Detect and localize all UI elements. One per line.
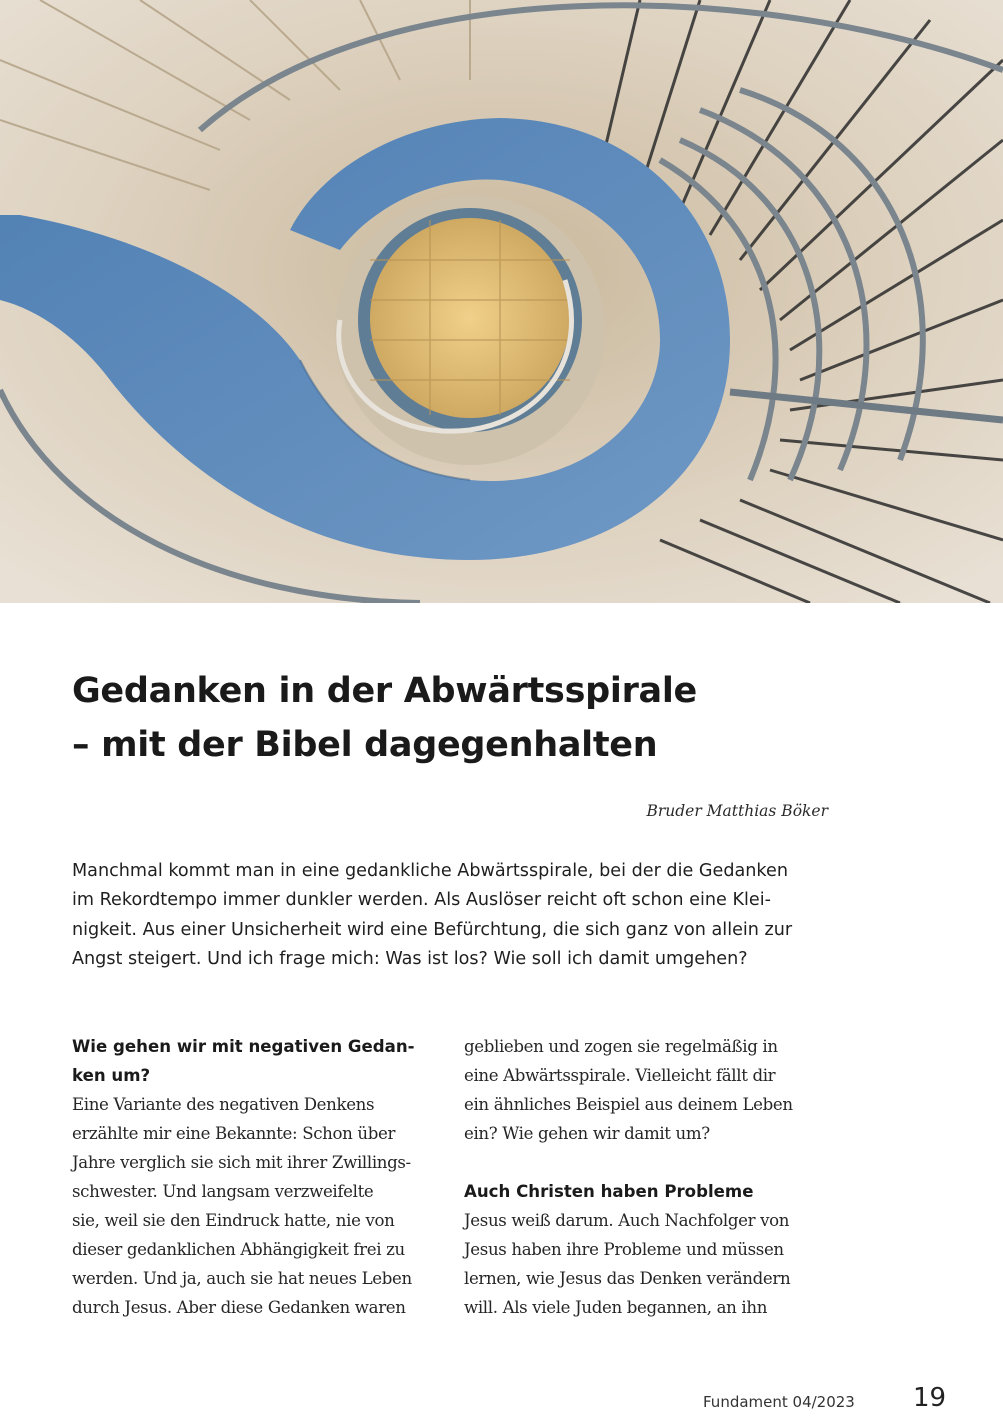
magazine-issue: Fundament 04/2023 [703,1393,855,1411]
body-line: will. Als viele Juden begannen, an ihn [464,1298,768,1317]
body-line: eine Abwärtsspirale. Vielleicht fällt dir [464,1066,776,1085]
title-line: – mit der Bibel dagegenhalten [72,725,658,765]
body-line: ein ähnliches Beispiel aus deinem Leben [464,1095,793,1114]
body-line: durch Jesus. Aber diese Gedanken waren [72,1298,406,1317]
body-line: ein? Wie gehen wir damit um? [464,1124,710,1143]
heading-line: Auch Christen haben Probleme [464,1182,754,1201]
heading-line: ken um? [72,1066,151,1085]
intro-line: Manchmal kommt man in eine gedankliche Abwärtsspirale, bei der die Gedanken [72,861,788,881]
body-line: geblieben und zogen sie regelmäßig in [464,1037,778,1056]
section-heading-christians-problems [464,1177,864,1206]
title-line: Gedanken in der Abwärtsspirale [72,671,697,711]
left-column [72,1032,472,1322]
right-column-body-2 [464,1206,864,1322]
intro-paragraph [72,857,832,974]
body-line: Jesus haben ihre Probleme und müssen [464,1240,784,1259]
body-line: schwester. Und langsam verzweifelte [72,1182,374,1201]
body-line: Eine Variante des negativen Denkens [72,1095,375,1114]
author-byline: Bruder Matthias Böker [646,802,828,820]
heading-line: Wie gehen wir mit negativen Gedan- [72,1037,415,1056]
article-title [72,664,932,772]
intro-line: Angst steigert. Und ich frage mich: Was ist los? Wie soll ich damit umgehen? [72,948,748,969]
body-line: werden. Und ja, auch sie hat neues Leben [72,1269,412,1288]
intro-line: im Rekordtempo immer dunkler werden. Als Auslöser reicht oft schon eine Klei- [72,890,771,911]
body-line: Jesus weiß darum. Auch Nachfolger von [464,1211,790,1230]
body-line: lernen, wie Jesus das Denken verändern [464,1269,791,1288]
body-line: sie, weil sie den Eindruck hatte, nie von [72,1211,395,1230]
right-column-body-1 [464,1032,864,1148]
right-column [464,1032,864,1322]
spiral-staircase-photo [0,0,1003,603]
body-line: erzählte mir eine Bekannte: Schon über [72,1124,396,1143]
staircase-illustration [0,0,1003,603]
page-number: 19 [913,1383,947,1413]
body-line: dieser gedanklichen Abhängigkeit frei zu [72,1240,405,1259]
intro-line: nigkeit. Aus einer Unsicherheit wird eine Befürchtung, die sich ganz von allein zur [72,919,793,940]
ground-floor [370,218,570,418]
left-column-body [72,1090,472,1322]
body-line: Jahre verglich sie sich mit ihrer Zwillings- [72,1153,411,1172]
paragraph-gap [464,1148,864,1177]
section-heading-negative-thoughts [72,1032,472,1090]
